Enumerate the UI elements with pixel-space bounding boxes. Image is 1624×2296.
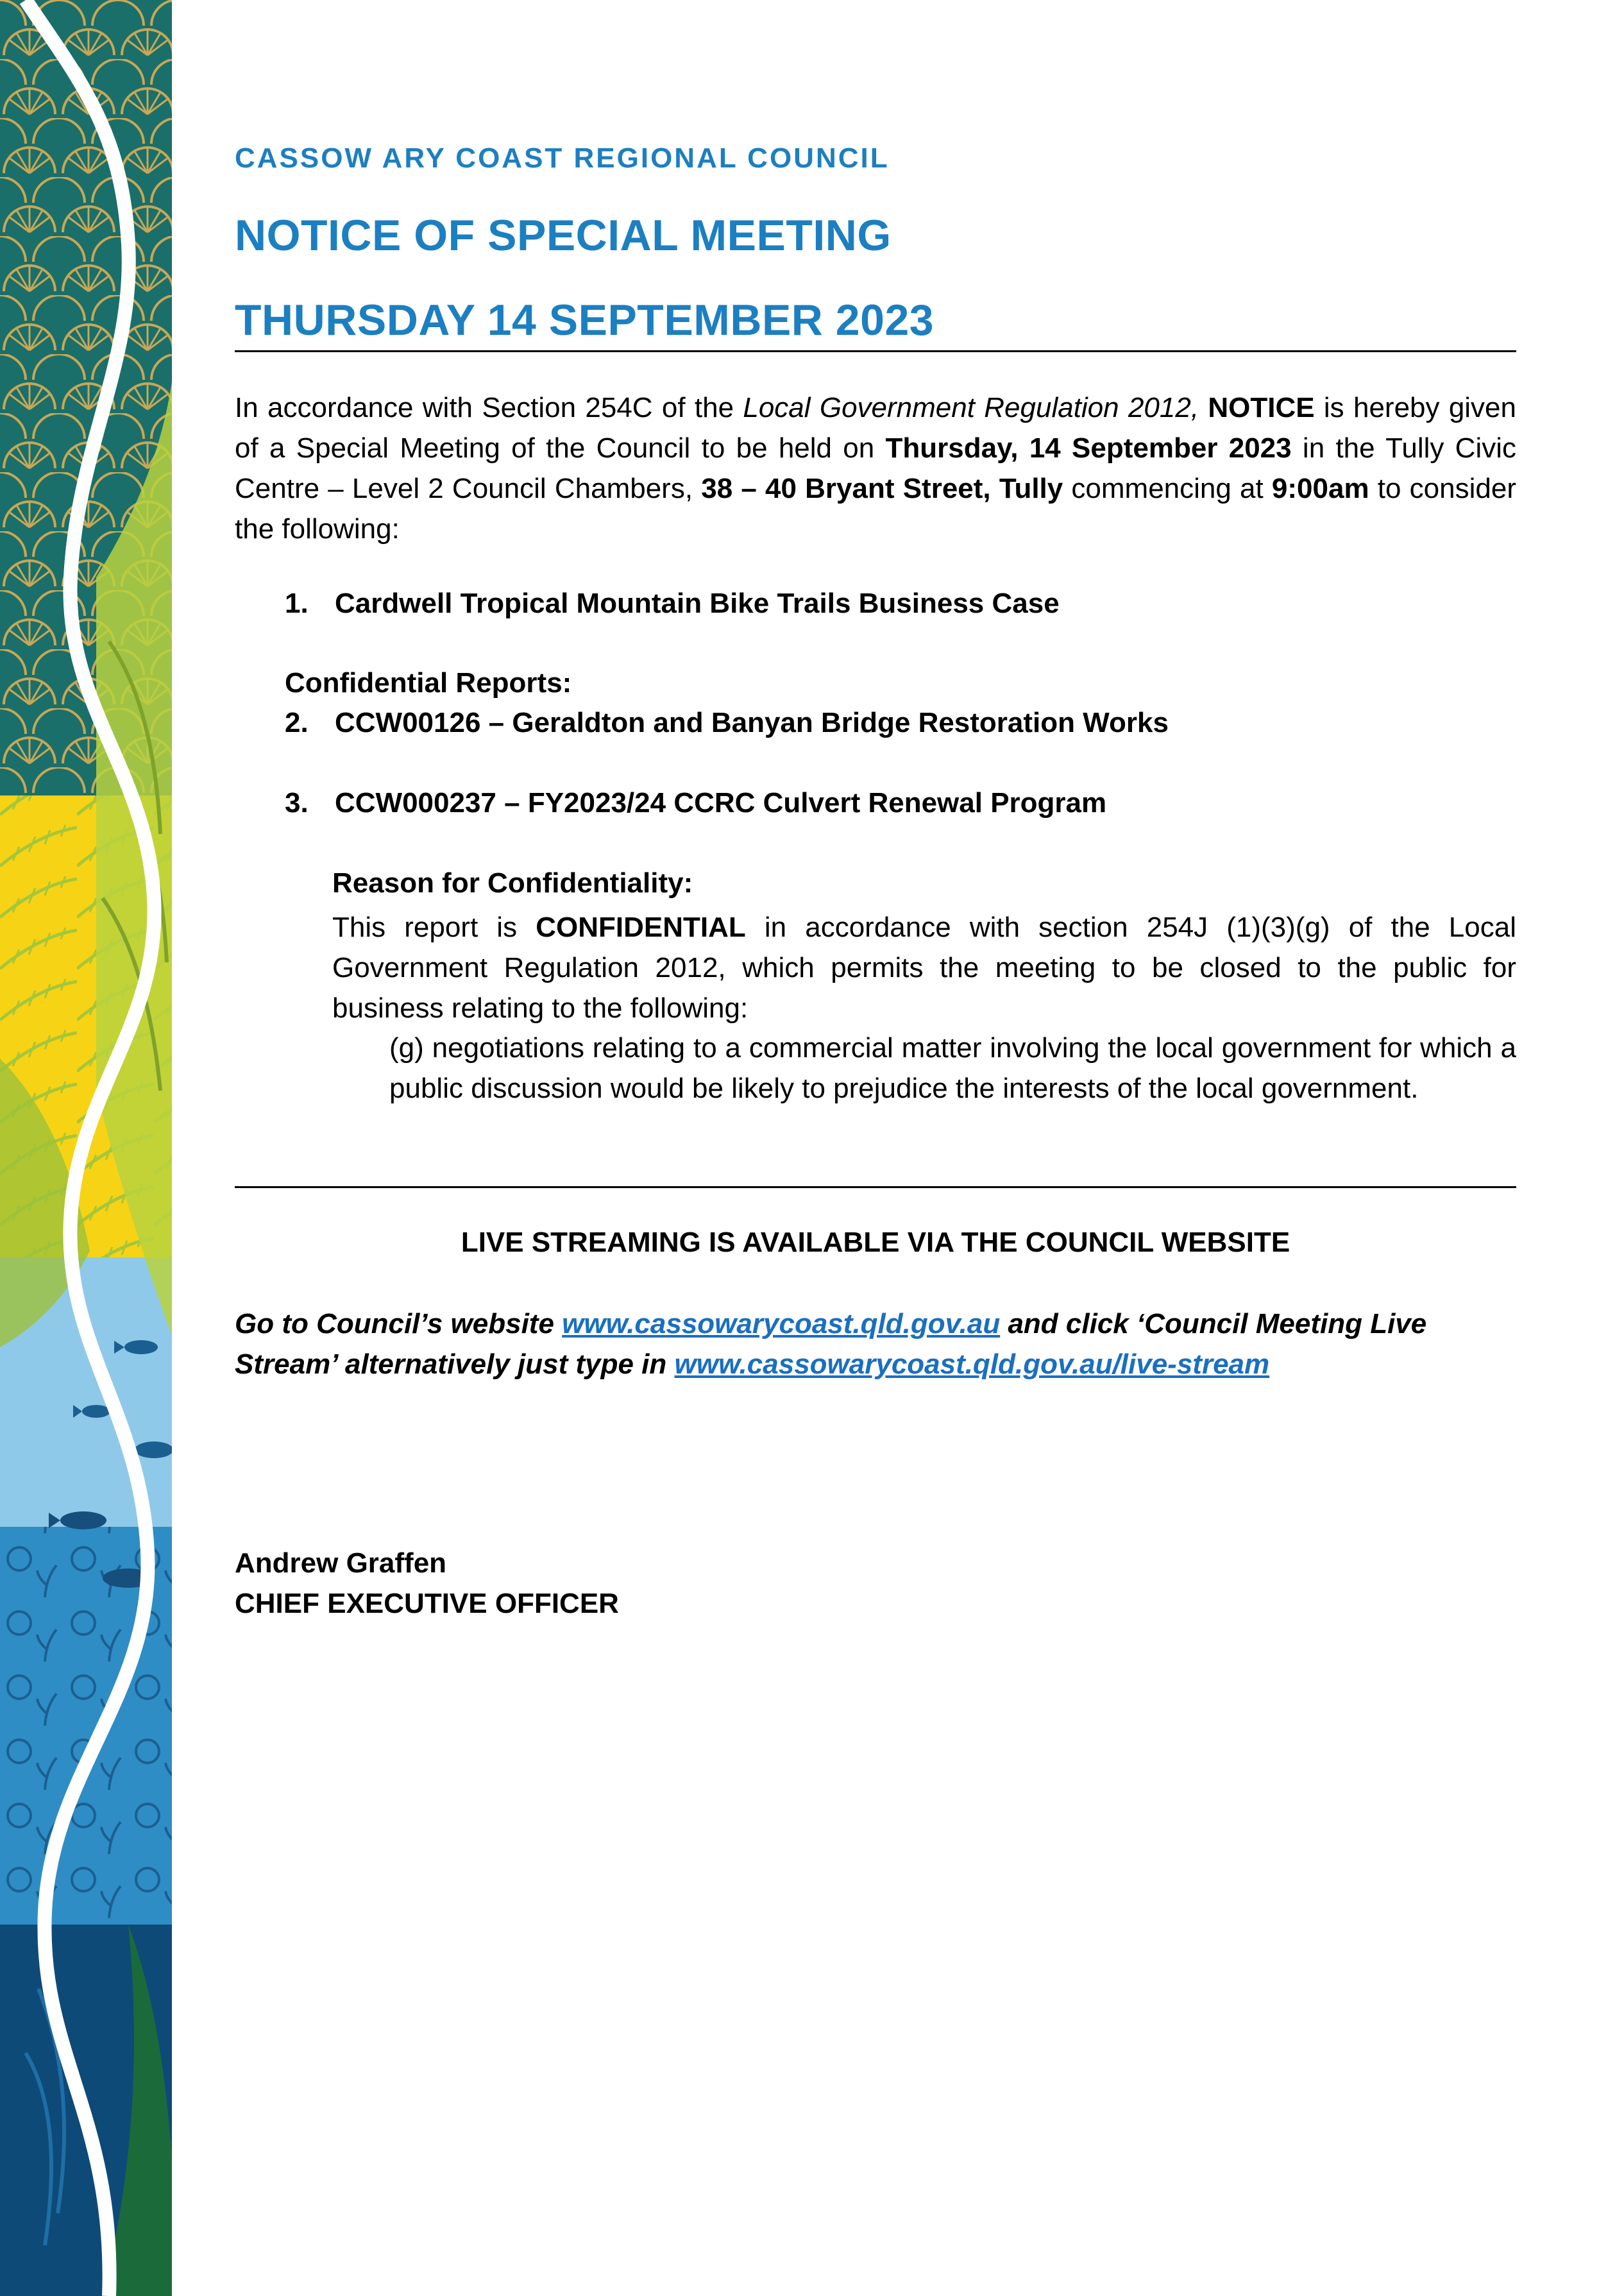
- confidential-reports-heading: Confidential Reports:: [285, 667, 572, 699]
- reason-heading: Reason for Confidentiality:: [332, 867, 693, 899]
- notice-word: NOTICE: [1208, 392, 1315, 423]
- reason-text: This report is: [332, 912, 536, 943]
- meeting-date: Thursday, 14 September 2023: [885, 432, 1292, 464]
- agenda-number: 2.: [285, 707, 309, 738]
- intro-text: to consider the following:: [235, 473, 1516, 545]
- agenda-text: Cardwell Tropical Mountain Bike Trails Business Case: [335, 588, 1060, 619]
- agenda-number: 3.: [285, 787, 309, 819]
- agenda-item-1: [285, 588, 1060, 620]
- section-divider: [235, 1186, 1516, 1188]
- intro-text: In accordance with Section 254C of the: [235, 392, 743, 423]
- agenda-number: 1.: [285, 588, 309, 619]
- reason-clause-g: (g) negotiations relating to a commercial matter involving the local government for which a public discussion would be likely to prejudice the interests of the local government.: [389, 1032, 1516, 1104]
- council-website-link[interactable]: www.cassowarycoast.qld.gov.au: [562, 1308, 1001, 1339]
- agenda-text: CCW00126 – Geraldton and Banyan Bridge Restoration Works: [335, 707, 1169, 738]
- stream-text: Go to Council’s website: [235, 1308, 562, 1339]
- intro-text: [1199, 392, 1208, 423]
- reason-paragraph: [332, 907, 1516, 1028]
- signer-name: Andrew Graffen: [235, 1547, 447, 1579]
- page-title: NOTICE OF SPECIAL MEETING: [235, 211, 892, 260]
- live-streaming-heading: LIVE STREAMING IS AVAILABLE VIA THE COUNCIL WEBSITE: [461, 1227, 1290, 1258]
- meeting-time: 9:00am: [1271, 473, 1369, 504]
- agenda-text: CCW000237 – FY2023/24 CCRC Culvert Renewal Program: [335, 787, 1107, 819]
- council-name: CASSOW ARY COAST REGIONAL COUNCIL: [235, 142, 890, 174]
- intro-text: commencing at: [1063, 473, 1272, 504]
- live-stream-link[interactable]: www.cassowarycoast.qld.gov.au/live-stream: [674, 1348, 1270, 1380]
- live-stream-instructions: [235, 1304, 1516, 1384]
- decorative-side-banner: [0, 0, 176, 2296]
- reason-text: in accordance with section 254J (1)(3)(g) of the Local Government Regulation 2012, which permits the meeting to be closed to the public for business relating to the following:: [332, 912, 1516, 1024]
- header-divider: [235, 350, 1516, 352]
- banner-artwork: [0, 0, 176, 2296]
- intro-text: in the Tully Civic Centre – Level 2 Council Chambers,: [235, 432, 1516, 504]
- stream-text: and click ‘Council Meeting Live Stream’ alternatively just type in: [235, 1308, 1427, 1380]
- signer-title: CHIEF EXECUTIVE OFFICER: [235, 1588, 619, 1619]
- agenda-item-2: [285, 707, 1169, 739]
- meeting-address: 38 – 40 Bryant Street, Tully: [701, 473, 1063, 504]
- intro-text: is hereby given of a Special Meeting of the Council to be held on: [235, 392, 1516, 464]
- regulation-name: Local Government Regulation 2012,: [743, 392, 1199, 423]
- agenda-item-3: [285, 787, 1106, 819]
- confidential-word: CONFIDENTIAL: [536, 912, 746, 943]
- meeting-date-heading: THURSDAY 14 SEPTEMBER 2023: [235, 296, 935, 344]
- intro-paragraph: [235, 387, 1516, 549]
